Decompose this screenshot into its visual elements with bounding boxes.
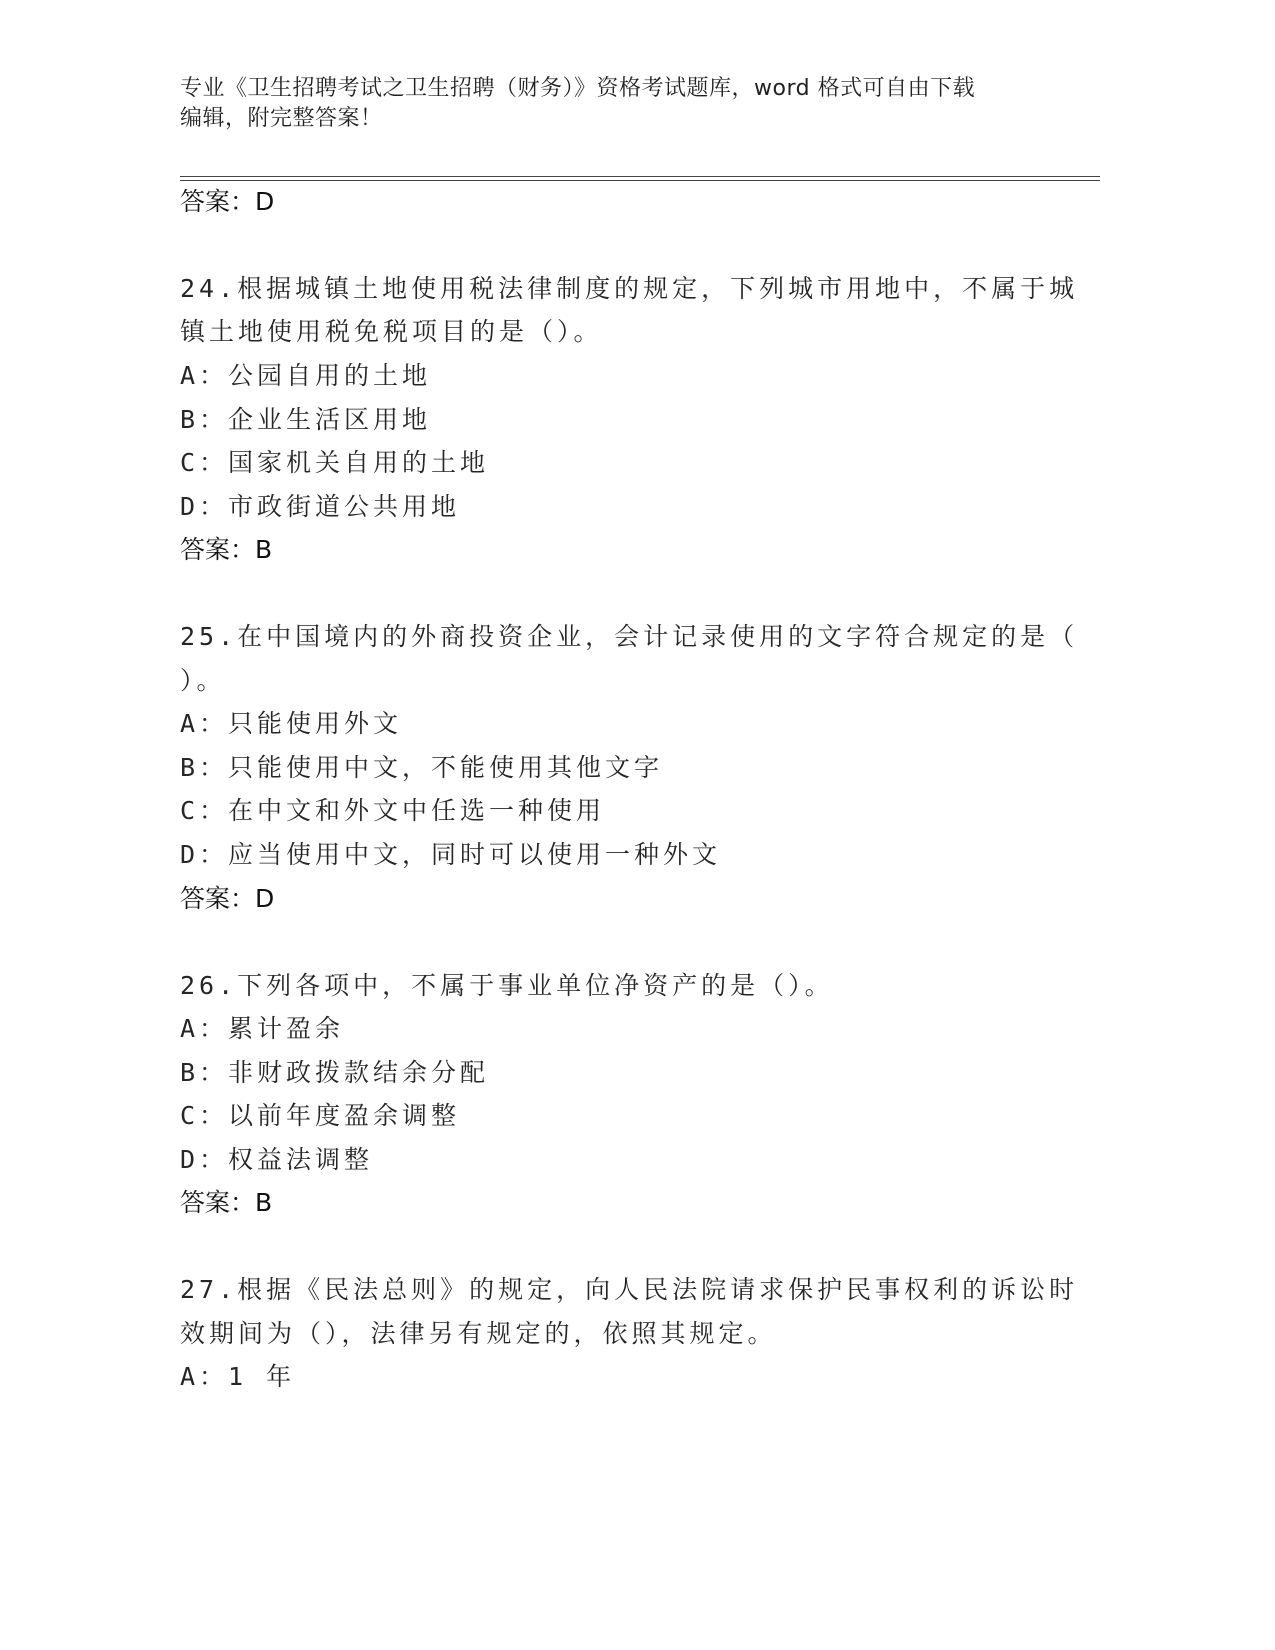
header-line-1: 专业《卫生招聘考试之卫生招聘（财务）》资格考试题库，word 格式可自由下载 [180,76,976,101]
answer-label: 答案： [180,884,256,913]
question-stem-line: 26.下列各项中，不属于事业单位净资产的是（）。 [180,971,834,1000]
answer-value: B [255,535,273,564]
answer-value: D [255,884,275,913]
answer-label: 答案： [180,187,256,216]
option-a: A：公园自用的土地 [180,361,432,390]
option-a: A：1 年 [180,1362,296,1391]
answer-q26 [180,1188,272,1218]
question-stem-line: 24.根据城镇土地使用税法律制度的规定，下列城市用地中，不属于城 [180,274,1079,303]
option-a: A：只能使用外文 [180,709,403,738]
question-stem-line: ）。 [180,666,226,695]
option-d: D：市政街道公共用地 [180,492,461,521]
option-b: B：只能使用中文，不能使用其他文字 [180,753,664,782]
header-line-2: 编辑，附完整答案！ [180,106,383,131]
option-b: B：非财政拨款结余分配 [180,1058,490,1087]
document-page [180,0,1100,1650]
header-divider [180,176,1100,181]
option-c: C：国家机关自用的土地 [180,448,490,477]
option-d: D：应当使用中文，同时可以使用一种外文 [180,840,722,869]
option-c: C：在中文和外文中任选一种使用 [180,796,606,825]
option-a: A：累计盈余 [180,1014,345,1043]
answer-value: B [255,1188,273,1217]
option-d: D：权益法调整 [180,1145,374,1174]
question-stem-line: 效期间为（），法律另有规定的，依照其规定。 [180,1319,777,1348]
option-c: C：以前年度盈余调整 [180,1101,461,1130]
question-stem-line: 镇土地使用税免税项目的是（）。 [180,317,603,346]
question-stem-line: 27.根据《民法总则》的规定，向人民法院请求保护民事权利的诉讼时 [180,1275,1079,1304]
question-stem-line: 25.在中国境内的外商投资企业，会计记录使用的文字符合规定的是（ [180,622,1079,651]
answer-q23 [180,187,274,217]
answer-label: 答案： [180,535,256,564]
answer-q24 [180,535,272,565]
document-header [180,74,1060,134]
answer-q25 [180,884,274,914]
answer-value: D [255,187,275,216]
answer-label: 答案： [180,1188,256,1217]
option-b: B：企业生活区用地 [180,405,432,434]
